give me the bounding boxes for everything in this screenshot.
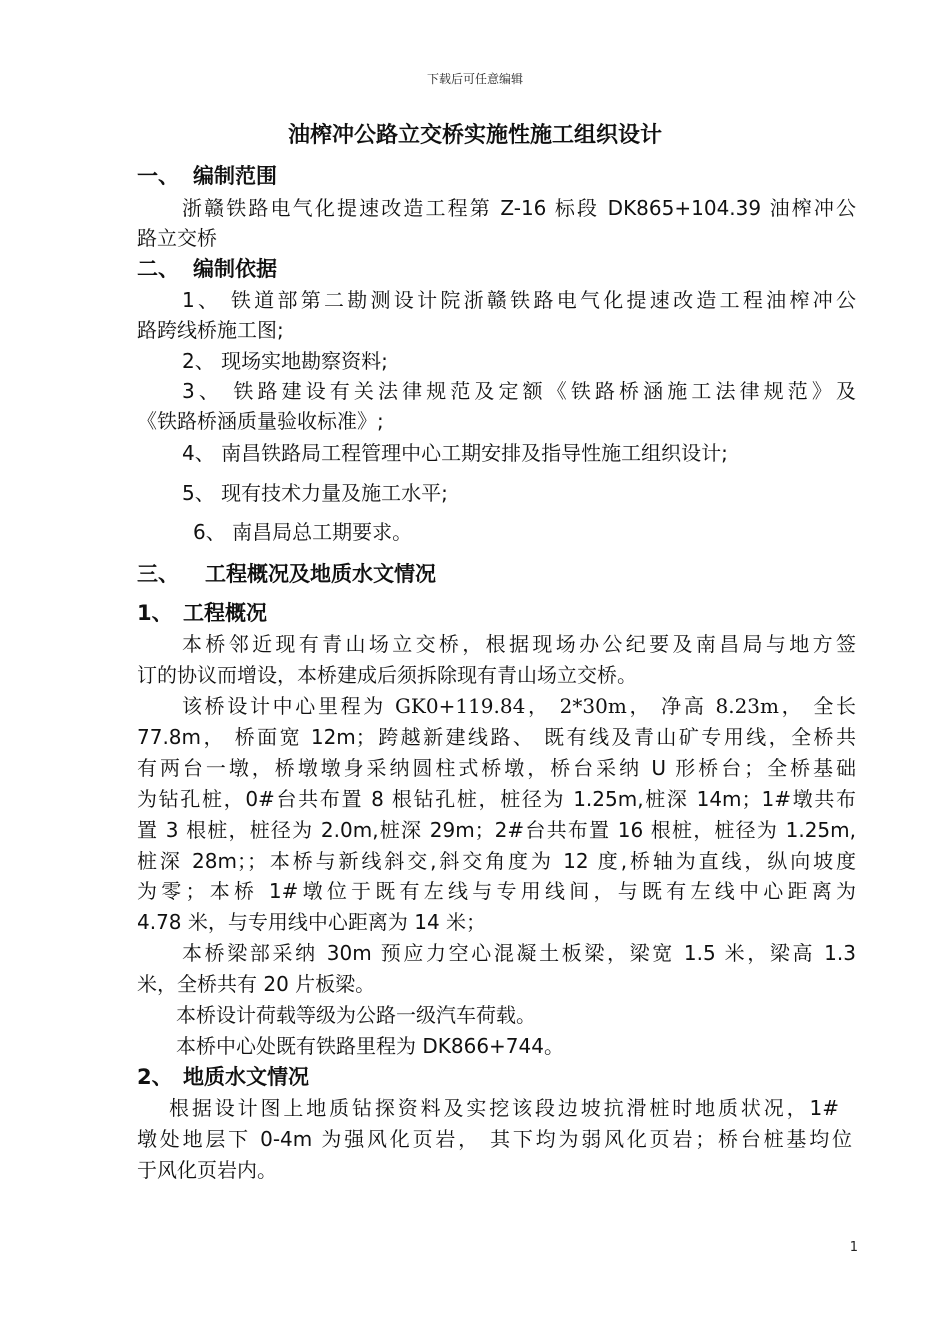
subsection-number: 1、	[137, 601, 173, 625]
paragraph-line: 订的协议而增设，本桥建成后须拆除现有青山场立交桥。	[137, 663, 637, 687]
paragraph-line: 墩处地层下 0-4m 为强风化页岩， 其下均为弱风化页岩；桥台桩基均位	[137, 1127, 852, 1151]
paragraph-line: 为钻孔桩，0#台共布置 8 根钻孔桩，桩径为 1.25m,桩深 14m；1#墩共布	[137, 787, 856, 811]
list-item: 5、 现有技术力量及施工水平;	[182, 481, 448, 505]
list-item: 4、 南昌铁路局工程管理中心工期安排及指导性施工组织设计;	[182, 441, 728, 465]
paragraph-line: 米，全桥共有 20 片板梁。	[137, 972, 376, 996]
section-title: 工程概况及地质水文情况	[205, 562, 436, 586]
list-item-continuation: 《铁路桥涵质量验收标准》;	[137, 409, 384, 433]
section-title: 编制依据	[193, 257, 277, 281]
paragraph-line: 浙赣铁路电气化提速改造工程第 Z-16 标段 DK865+104.39 油榨冲公	[182, 196, 856, 220]
paragraph-line: 有两台一墩，桥墩墩身采纳圆柱式桥墩，桥台采纳 U 形桥台；全桥基础	[137, 756, 856, 780]
header-note: 下载后可任意编辑	[426, 72, 523, 86]
paragraph-line: 根据设计图上地质钻探资料及实挖该段边坡抗滑桩时地质状况，1#	[169, 1096, 839, 1120]
paragraph-line: 本桥中心处既有铁路里程为 DK866+744。	[176, 1034, 564, 1058]
paragraph-line: 置 3 根桩，桩径为 2.0m,桩深 29m；2#台共布置 16 根桩，桩径为 1.25m,	[137, 818, 856, 842]
subsection-heading-2	[137, 1063, 309, 1091]
section-heading-3	[137, 560, 436, 588]
list-item: 6、 南昌局总工期要求。	[193, 520, 413, 544]
subsection-heading-1	[137, 599, 267, 627]
section-number: 一、	[137, 164, 179, 188]
section-title: 编制范围	[193, 164, 277, 188]
subsection-title: 地质水文情况	[183, 1065, 309, 1089]
paragraph-line: 为零；本桥 1#墩位于既有左线与专用线间，与既有左线中心距离为	[137, 879, 856, 903]
section-number: 三、	[137, 562, 179, 586]
section-heading-2	[137, 255, 277, 283]
subsection-title: 工程概况	[183, 601, 267, 625]
paragraph-line: 路立交桥	[137, 226, 217, 250]
section-number: 二、	[137, 257, 179, 281]
paragraph-line: 本桥梁部采纳 30m 预应力空心混凝土板梁，梁宽 1.5 米，梁高 1.3	[182, 941, 856, 965]
paragraph-line: 于风化页岩内。	[137, 1158, 277, 1182]
paragraph-line: 本桥邻近现有青山场立交桥，根据现场办公纪要及南昌局与地方签	[182, 632, 856, 656]
list-item: 2、 现场实地勘察资料;	[182, 349, 388, 373]
subsection-number: 2、	[137, 1065, 173, 1089]
page-number: 1	[849, 1240, 858, 1255]
paragraph-line: 桩深 28m；；本桥与新线斜交,斜交角度为 12 度,桥轴为直线，纵向坡度	[137, 849, 856, 873]
list-item-continuation: 路跨线桥施工图;	[137, 318, 284, 342]
list-item: 1、 铁道部第二勘测设计院浙赣铁路电气化提速改造工程油榨冲公	[182, 288, 856, 312]
paragraph-line: 4.78 米，与专用线中心距离为 14 米；	[137, 910, 487, 934]
list-item: 3、 铁路建设有关法律规范及定额《铁路桥涵施工法律规范》及	[182, 379, 856, 403]
paragraph-line: 77.8m， 桥面宽 12m；跨越新建线路、 既有线及青山矿专用线，全桥共	[137, 725, 856, 749]
paragraph-line: 本桥设计荷载等级为公路一级汽车荷载。	[176, 1003, 536, 1027]
section-heading-1	[137, 162, 277, 190]
paragraph-line: 该桥设计中心里程为 GK0+119.84， 2*30m， 净高 8.23m， 全长	[182, 694, 856, 718]
document-title: 油榨冲公路立交桥实施性施工组织设计	[287, 123, 662, 148]
